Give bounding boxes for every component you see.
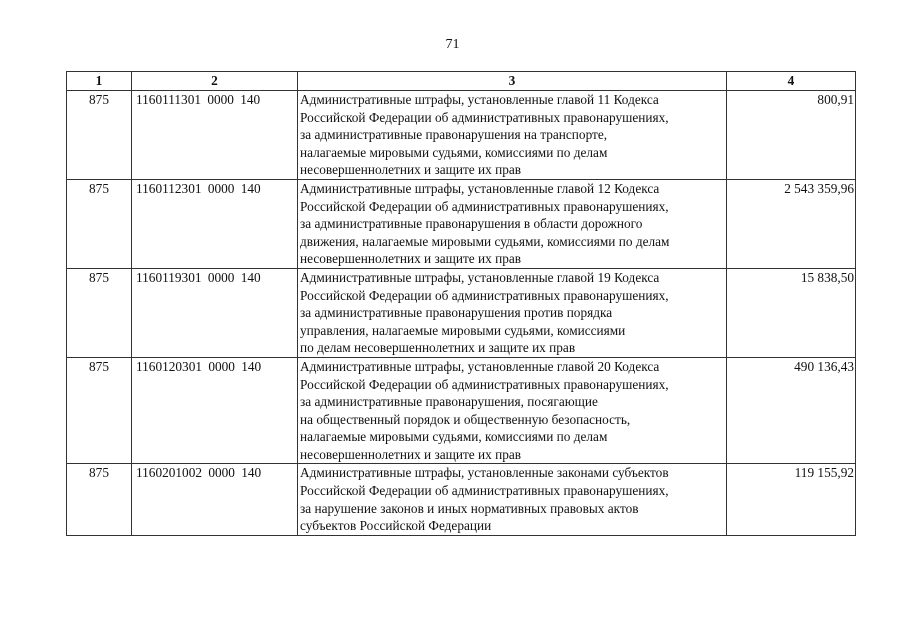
table-row [67,464,856,535]
classification-code-cell: 1160201002 0000 140 [132,464,298,535]
description-line: за административные правонарушения на транспорте, [300,127,608,143]
table-header-row [67,72,856,91]
classification-code-cell: 1160119301 0000 140 [132,268,298,357]
classification-code-cell: 1160112301 0000 140 [132,179,298,268]
description-line: по делам несовершеннолетних и защите их прав [300,340,576,356]
amount-cell: 15 838,50 [727,268,856,357]
description-line: Административные штрафы, установленные главой 20 Кодекса [300,358,660,374]
description-line: Российской Федерации об административных правонарушениях, [300,287,669,303]
amount-cell: 2 543 359,96 [727,179,856,268]
description-line: налагаемые мировыми судьями, комиссиями по делам [300,144,608,160]
description-line: движения, налагаемые мировыми судьями, комиссиями по делам [300,233,670,249]
description-cell [298,464,727,535]
description-line: управления, налагаемые мировыми судьями, комиссиями [300,322,626,338]
table-row [67,268,856,357]
description-line: за нарушение законов и иных нормативных правовых актов [300,500,639,516]
column-header-4: 4 [727,72,856,91]
revenue-table [66,71,856,536]
admin-code-cell: 875 [67,268,132,357]
column-header-2: 2 [132,72,298,91]
amount-cell: 800,91 [727,91,856,180]
description-line: на общественный порядок и общественную безопасность, [300,411,631,427]
page-number: 71 [445,37,460,52]
description-cell [298,268,727,357]
description-line: за административные правонарушения в области дорожного [300,216,643,232]
description-line: несовершеннолетних и защите их прав [300,162,522,178]
classification-code-cell: 1160111301 0000 140 [132,91,298,180]
description-line: за административные правонарушения, посягающие [300,394,598,410]
admin-code-cell: 875 [67,91,132,180]
amount-cell: 119 155,92 [727,464,856,535]
admin-code-cell: 875 [67,179,132,268]
description-line: Российской Федерации об административных правонарушениях, [300,483,669,499]
description-line: несовершеннолетних и защите их прав [300,251,522,267]
amount-cell: 490 136,43 [727,357,856,464]
description-line: Административные штрафы, установленные законами субъектов [300,465,669,481]
description-line: Административные штрафы, установленные главой 19 Кодекса [300,269,660,285]
description-line: налагаемые мировыми судьями, комиссиями по делам [300,429,608,445]
table-row [67,91,856,180]
description-line: Административные штрафы, установленные главой 11 Кодекса [300,92,659,107]
description-line: субъектов Российской Федерации [300,518,492,534]
column-header-1: 1 [67,72,132,91]
admin-code-cell: 875 [67,357,132,464]
description-cell [298,91,727,180]
description-cell [298,357,727,464]
description-line: Российской Федерации об административных правонарушениях, [300,376,669,392]
description-line: несовершеннолетних и защите их прав [300,446,522,462]
table-body [67,91,856,536]
description-line: Административные штрафы, установленные главой 12 Кодекса [300,180,660,196]
description-line: за административные правонарушения против порядка [300,305,613,321]
column-header-3: 3 [298,72,727,91]
description-line: Российской Федерации об административных правонарушениях, [300,109,669,125]
description-line: Российской Федерации об административных правонарушениях, [300,198,669,214]
admin-code-cell: 875 [67,464,132,535]
description-cell [298,179,727,268]
table-row [67,179,856,268]
classification-code-cell: 1160120301 0000 140 [132,357,298,464]
table-row [67,357,856,464]
